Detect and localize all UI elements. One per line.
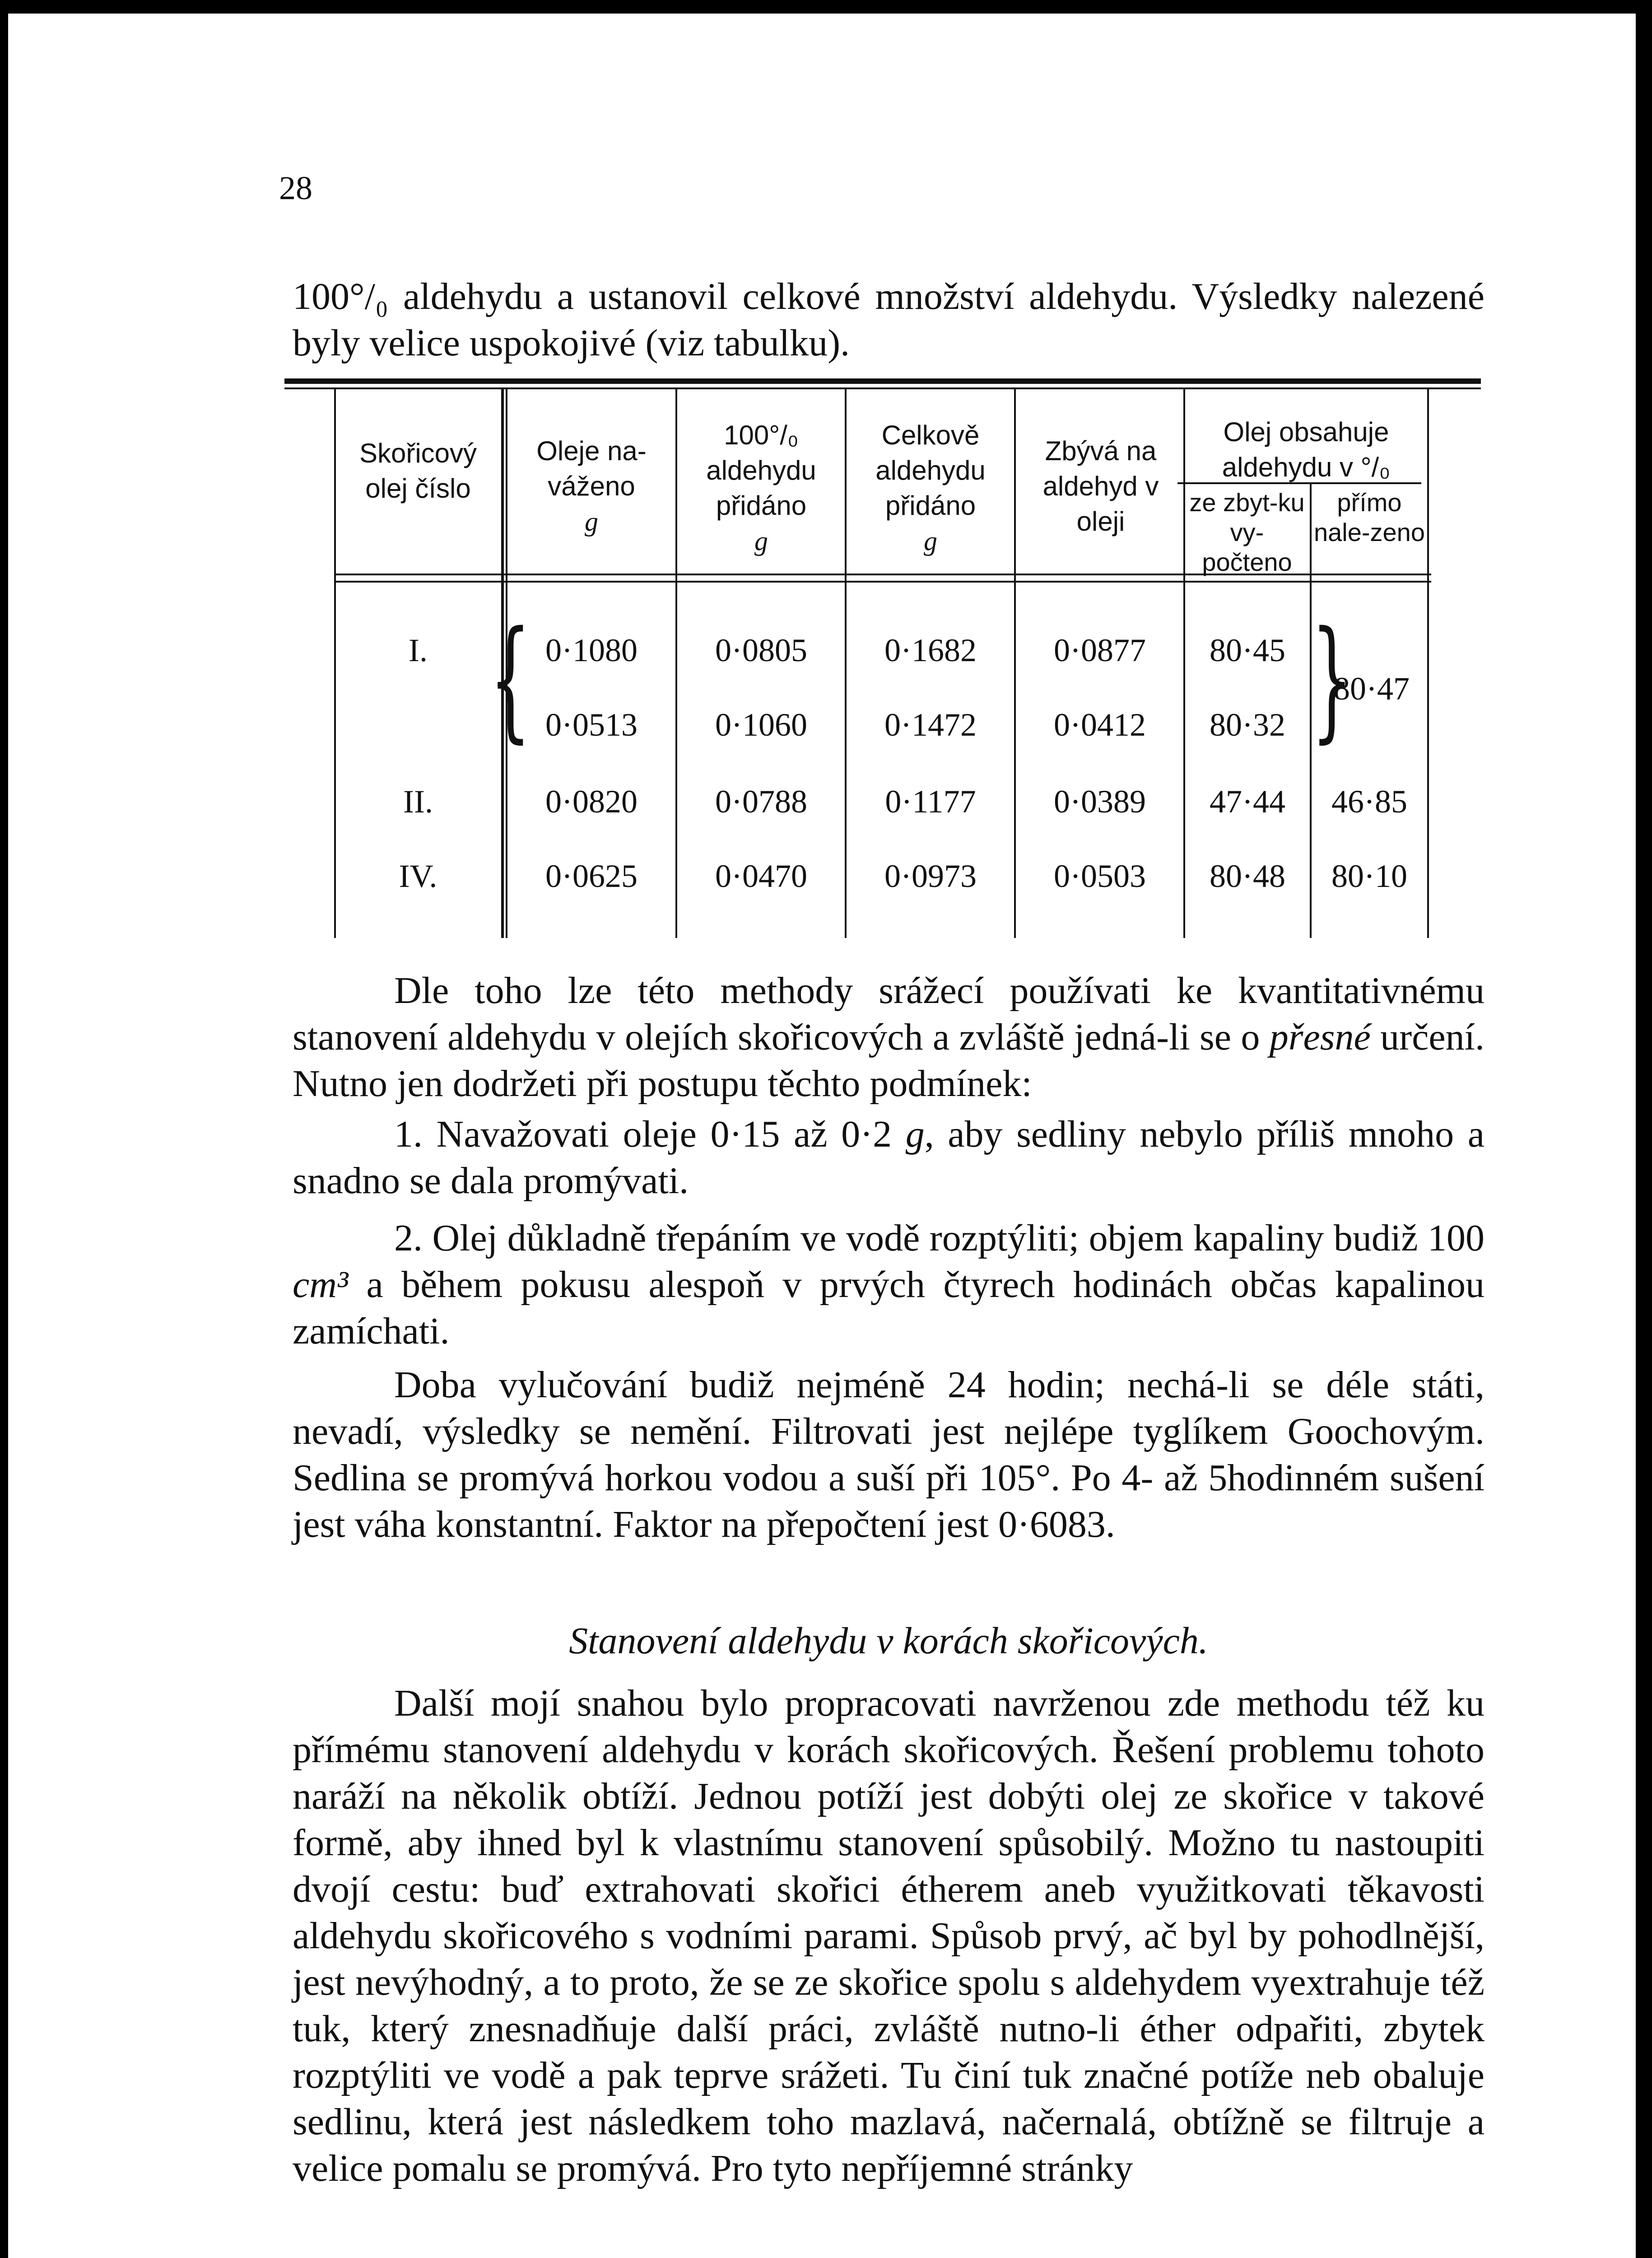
merged-value: 80·47 [1334, 671, 1410, 707]
vline-4 [1014, 389, 1016, 938]
header-computed: ze zbyt-ku vy-počteno [1189, 488, 1305, 576]
paragraph-conclusion: Dle toho lze této methody srážecí používati ke kvantitativnému stanovení aldehydu v olejích skořicových a zvláště jedná-li se o přesné určení. Nutno jen dodržeti při postupu těchto podmínek: [293, 970, 1484, 1105]
vline-3 [845, 389, 847, 938]
table-top-rule-thin [284, 387, 1481, 389]
header-group: Olej obsahuje aldehydu v °/₀ [1222, 417, 1391, 482]
header-aldehyde-added: 100°/₀ aldehydu přidáno g [706, 420, 816, 556]
paragraph-step-1: 1. Navažovati oleje 0·15 až 0·2 g, aby sedliny nebylo příliš mnoho a snadno se dala promývati. [293, 1113, 1484, 1202]
header-oil-number: Skořicový olej číslo [359, 438, 477, 504]
header-found: přímo nale-zeno [1314, 488, 1425, 546]
paragraph-bark: Další mojí snahou bylo propracovati navrženou zde methodu též ku přímému stanovení aldehydu v korách skořicových. Řešení problemu tohoto naráží na několik obtíží. Jednou potíží jest dobýti olej ze skořice v takové formě, aby ihned byl k vlastnímu stanovení spůsobilý. Možno tu nastoupiti dvojí cestu: buď extrahovati skořici étherem aneb využitkovati těkavosti aldehydu skořicového s vodními parami. Spůsob prvý, ač byl by pohodlnější, jest nevýhodný, a to proto, že se ze skořice spolu s aldehydem vyextrahuje též tuk, který znesnadňuje další práci, zvláště nutno-li éther odpařiti, zbytek rozptýliti ve vodě a pak teprve srážeti. Tu činí tuk značné potíže neb obaluje sedlinu, která jest následkem toho mazlavá, načernalá, obtížně se filtruje a velice pomalu se promývá. Pro tyto nepříjemné stránky [293, 1682, 1484, 2189]
intro-paragraph: 100°/₀ aldehydu a ustanovil celkové množství aldehydu. Výsledky nalezené byly velice uspokojivé (viz tabulku). [293, 275, 1484, 364]
vline-5 [1183, 389, 1185, 938]
brace-right-icon: } [1311, 603, 1353, 756]
section-heading: Stanovení aldehydu v korách skořicových. [569, 1620, 1208, 1662]
paragraph-step-2: 2. Olej důkladně třepáním ve vodě rozptýliti; objem kapaliny budiž 100 cm³ a během pokusu alespoň v prvých čtyrech hodinách občas kapalinou zamíchati. [293, 1217, 1484, 1352]
header-oil-weighed: Oleje na- váženo g [536, 436, 647, 537]
page-number: 28 [279, 170, 312, 207]
header-remaining: Zbývá na aldehyd v oleji [1042, 436, 1159, 537]
page: 28 100°/₀ aldehydu a ustanovil celkové množství aldehydu. Výsledky nalezené byly velice uspokojivé (viz tabulku). Skořicový olej číslo Oleje na- váženo g 100°/₀ aldehydu přidáno g Celkově aldehydu přidáno g Zbývá na aldehyd v oleji Olej obsahuje aldehydu v °/₀ ze zbyt-ku vy-počteno přímo nale-zeno I. 0·1080 0·0805 0·1682 0·0877 80·45 0·0513 0·1060 0·1472 0·0412 80·32 II. 0·0820 0·0788 0·1177 0·0389 47·44 46·85 IV. 0·0625 0·0470 0·0973 0·0503 80·48 80·10 { } 80·47 Dle toho lze této methody srážecí používati ke kvantitativnému stanovení aldehydu v olejích skořicových a zvláště jedná-li se o přesné určení. Nutno jen dodržeti při postupu těchto podmínek: 1. Navažovati oleje 0·15 až 0·2 g, aby sedliny nebylo příliš mnoho a snadno se dala promývati. 2. Olej důkladně třepáním ve vodě rozptýliti; objem kapaliny budiž 100 cm³ a během pokusu alespoň v prvých čtyrech hodinách občas kapalinou zamíchati. Doba vylučování budiž nejméně 24 hodin; nechá-li se déle státi, nevadí, výsledky se nemění. Filtrovati jest nejlépe tyglíkem Goochovým. Sedlina se promývá horkou vodou a suší při 105°. Po 4- až 5hodinném sušení jest váha konstantní. Faktor na přepočtení jest 0·6083. Stanovení aldehydu v korách skořicových. Další mojí snahou bylo propracovati navrženou zde methodu též ku přímému stanovení aldehydu v korách skořicových. Řešení problemu tohoto naráží na několik obtíží. Jednou potíží jest dobýti olej ze skořice v takové formě, aby ihned byl k vlastnímu stanovení spůsobilý. Možno tu nastoupiti dvojí cestu: buď extrahovati skořici étherem aneb využitkovati těkavosti aldehydu skořicového s vodními parami. Spůsob prvý, ač byl by pohodlnější, jest nevýhodný, a to proto, že se ze skořice spolu s aldehydem vyextrahuje též tuk, který znesnadňuje další práci, zvláště nutno-li éther odpařiti, zbytek rozptýliti ve vodě a pak teprve srážeti. Tu činí tuk značné potíže neb obaluje sedlinu, která jest následkem toho mazlavá, načernalá, obtížně se filtruje a velice pomalu se promývá. Pro tyto nepříjemné stránky [8, 14, 1636, 2258]
vline-0 [334, 389, 336, 938]
paragraph-duration: Doba vylučování budiž nejméně 24 hodin; nechá-li se déle státi, nevadí, výsledky se nemění. Filtrovati jest nejlépe tyglíkem Goochovým. Sedlina se promývá horkou vodou a suší při 105°. Po 4- až 5hodinném sušení jest váha konstantní. Faktor na přepočtení jest 0·6083. [293, 1364, 1484, 1545]
brace-left-icon: { [489, 603, 531, 756]
header-rule-2 [334, 581, 1431, 583]
header-total-aldehyde: Celkově aldehydu přidáno g [875, 420, 986, 556]
vline-7 [1427, 389, 1429, 938]
vline-2 [675, 389, 677, 938]
table-top-rule [284, 378, 1481, 384]
